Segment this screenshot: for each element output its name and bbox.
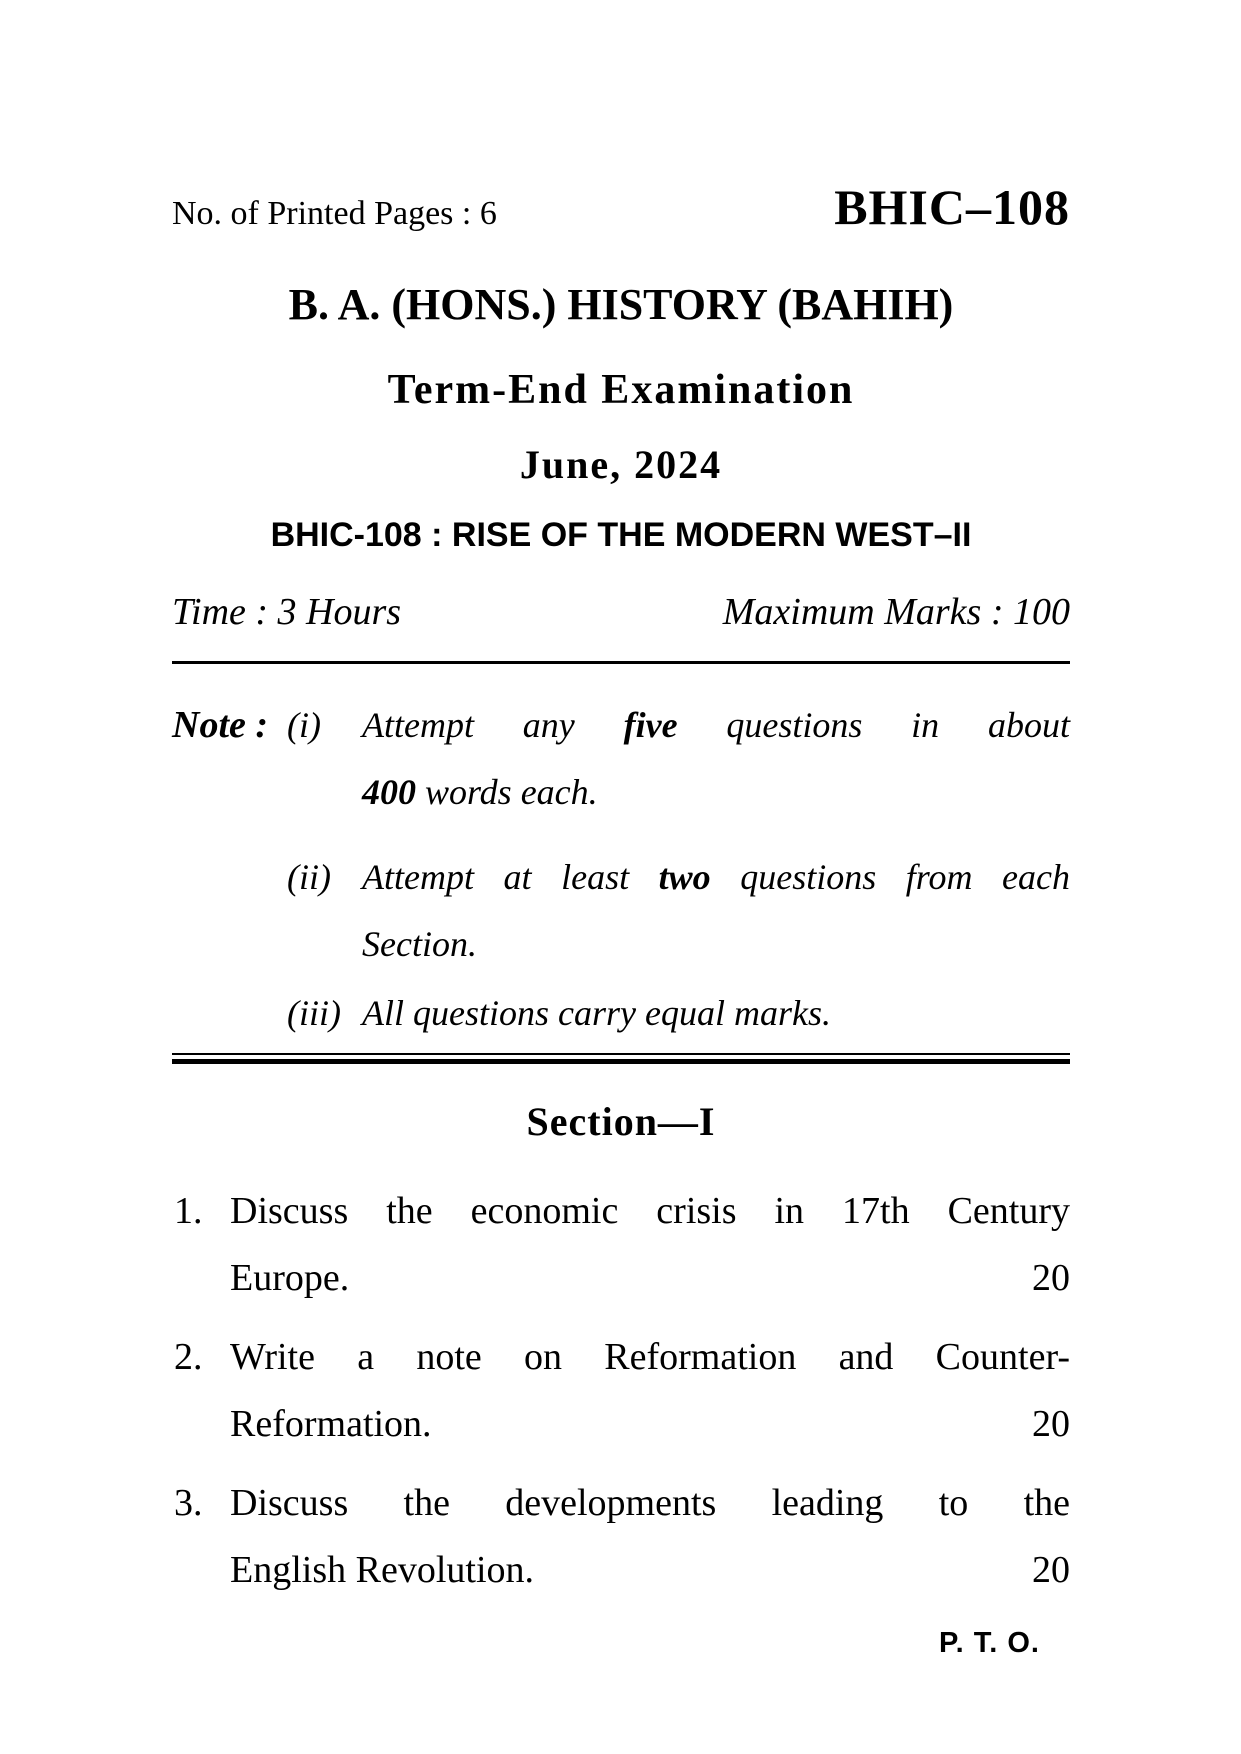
question-text-line: Discuss the economic crisis in 17th Century bbox=[230, 1190, 1070, 1232]
question-text-line: Discuss the developments leading to the bbox=[230, 1482, 1070, 1524]
question-text-line: Reformation. bbox=[230, 1403, 432, 1445]
course-title: BHIC-108 : RISE OF THE MODERN WEST–II bbox=[270, 516, 972, 554]
question-1 bbox=[172, 1178, 1070, 1312]
single-divider-rule bbox=[172, 661, 1070, 664]
question-text-line: Europe. bbox=[230, 1257, 350, 1299]
note-item-i bbox=[172, 692, 1070, 826]
note-text-line: 400 words each. bbox=[362, 772, 598, 812]
note-item-number: (ii) bbox=[287, 857, 331, 897]
exam-meta-row bbox=[172, 590, 1070, 634]
note-item-iii bbox=[172, 980, 1070, 1047]
double-divider-rule bbox=[172, 1053, 1070, 1064]
question-2 bbox=[172, 1324, 1070, 1458]
note-text-line: Attempt at least two questions from each bbox=[362, 857, 1070, 897]
question-body bbox=[230, 1470, 1070, 1604]
note-item-text bbox=[362, 980, 1070, 1047]
question-body bbox=[230, 1324, 1070, 1458]
question-body bbox=[230, 1178, 1070, 1312]
question-marks: 20 bbox=[1032, 1257, 1070, 1299]
exam-title: Term-End Examination bbox=[387, 367, 855, 413]
question-last-line bbox=[230, 1245, 1070, 1312]
time-allowed: Time : 3 Hours bbox=[172, 591, 402, 633]
course-code: BHIC–108 bbox=[834, 179, 1070, 235]
printed-pages-note: No. of Printed Pages : 6 bbox=[172, 195, 497, 232]
note-item-number: (iii) bbox=[287, 993, 341, 1033]
section-title: Section—I bbox=[526, 1099, 716, 1144]
question-number: 2. bbox=[174, 1336, 203, 1378]
question-last-line bbox=[230, 1537, 1070, 1604]
note-item-number: (i) bbox=[287, 705, 321, 745]
pto-footer: P. T. O. bbox=[939, 1627, 1040, 1659]
note-item-ii bbox=[172, 844, 1070, 978]
program-title: B. A. (HONS.) HISTORY (BAHIH) bbox=[288, 280, 954, 329]
question-marks: 20 bbox=[1032, 1403, 1070, 1445]
question-last-line bbox=[230, 1391, 1070, 1458]
maximum-marks: Maximum Marks : 100 bbox=[722, 591, 1070, 633]
note-item-text bbox=[362, 692, 1070, 826]
page-content bbox=[172, 0, 1070, 1754]
session-title: June, 2024 bbox=[519, 442, 723, 487]
note-text-line: Attempt any five questions in about bbox=[362, 705, 1070, 745]
question-marks: 20 bbox=[1032, 1549, 1070, 1591]
note-label: Note : bbox=[172, 704, 269, 746]
question-text-line: Write a note on Reformation and Counter- bbox=[230, 1336, 1070, 1378]
question-number: 1. bbox=[174, 1190, 203, 1232]
question-text-line: English Revolution. bbox=[230, 1549, 534, 1591]
question-3 bbox=[172, 1470, 1070, 1604]
note-text-line: All questions carry equal marks. bbox=[362, 993, 831, 1033]
note-item-text bbox=[362, 844, 1070, 978]
page-header bbox=[172, 178, 1070, 236]
note-block bbox=[172, 692, 1070, 1047]
note-text-line: Section. bbox=[362, 924, 477, 964]
questions-list bbox=[172, 1178, 1070, 1604]
question-number: 3. bbox=[174, 1482, 203, 1524]
